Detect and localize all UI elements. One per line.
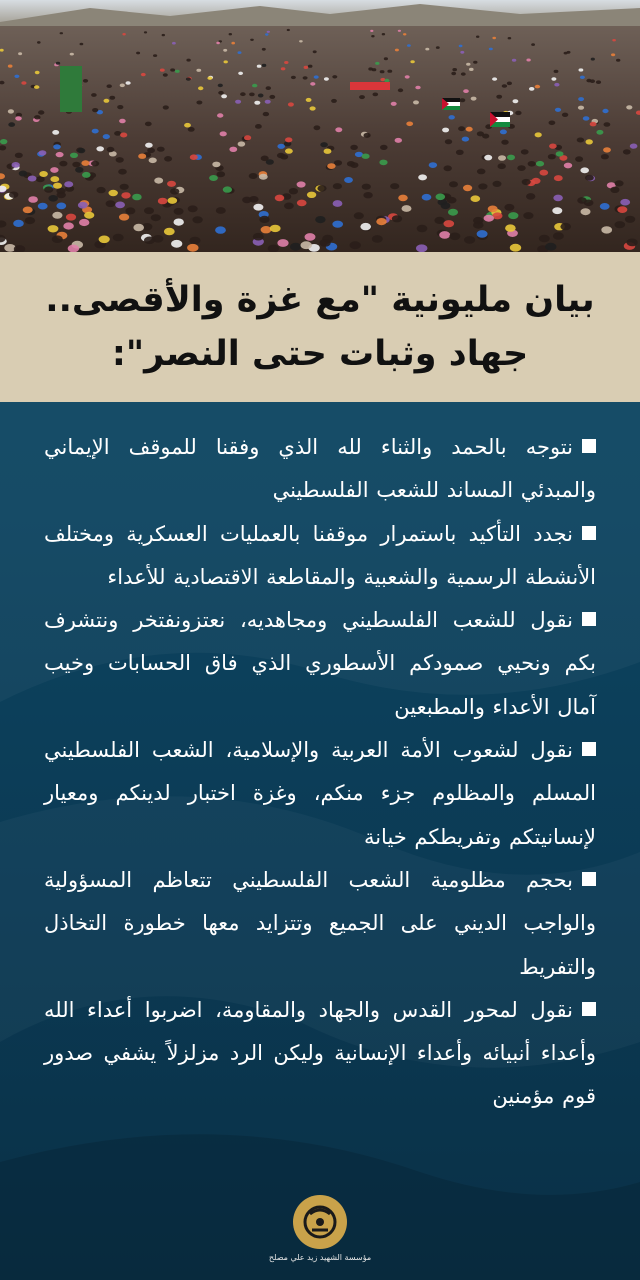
statement-text: نقول لمحور القدس والجهاد والمقاومة، اضربوا أعداء الله وأعداء أنبيائه وأعداء الإنسانية وليكن الرد مزلزلاً يشفي صدور قوم مؤمنين — [44, 997, 596, 1109]
statement-text: نجدد التأكيد باستمرار موقفنا بالعمليات العسكرية ومختلف الأنشطة الرسمية والشعبية والمقاطعة الاقتصادية للأعداء — [44, 521, 596, 589]
square-bullet-icon — [582, 439, 596, 453]
square-bullet-icon — [582, 872, 596, 886]
square-bullet-icon — [582, 612, 596, 626]
title-band — [0, 252, 640, 402]
statement-text: نقول لشعوب الأمة العربية والإسلامية، الشعب الفلسطيني المسلم والمظلوم جزء منكم، وغزة اختبار لدينكم ومعيار لإنسانيتكم وتفريطكم خيانة — [44, 738, 596, 849]
title-line-1: بيان مليونية "مع غزة والأقصى.. — [45, 280, 595, 320]
crowd-photo — [0, 0, 640, 252]
square-bullet-icon — [582, 526, 596, 540]
statement-item — [44, 426, 596, 513]
square-bullet-icon — [582, 1002, 596, 1016]
statement-item — [44, 859, 596, 989]
organization-logo — [268, 1195, 372, 1275]
statement-item — [44, 599, 596, 729]
logo-caption: مؤسسة الشهيد زيد علي مصلح — [268, 1253, 372, 1262]
statement-item — [44, 729, 596, 859]
statement-list — [44, 426, 596, 1119]
statement-text: بحجم مظلومية الشعب الفلسطيني تتعاظم المسؤولية والواجب الديني على الجميع وتتزايد معها خطورة التخاذل والتفريط — [44, 867, 596, 979]
square-bullet-icon — [582, 742, 596, 756]
statement-body — [0, 402, 640, 1280]
title-line-2: جهاد وثبات حتى النصر": — [111, 334, 529, 374]
statement-text: نتوجه بالحمد والثناء لله الذي وفقنا للموقف الإيماني والمبدئي المساند للشعب الفلسطيني — [44, 435, 596, 503]
statement-item — [44, 513, 596, 600]
red-banner — [350, 82, 390, 90]
flag-2 — [490, 112, 510, 127]
green-banner — [60, 66, 82, 112]
statement-item — [44, 989, 596, 1119]
flag-1 — [442, 98, 460, 110]
statement-text: نقول للشعب الفلسطيني ومجاهديه، نعتزونفتخر ونتشرف بكم ونحيي صمودكم الأسطوري الذي فاق الحسابات وخيب آمال الأعداء والمطبعين — [44, 608, 596, 719]
logo-emblem-icon — [293, 1195, 347, 1249]
